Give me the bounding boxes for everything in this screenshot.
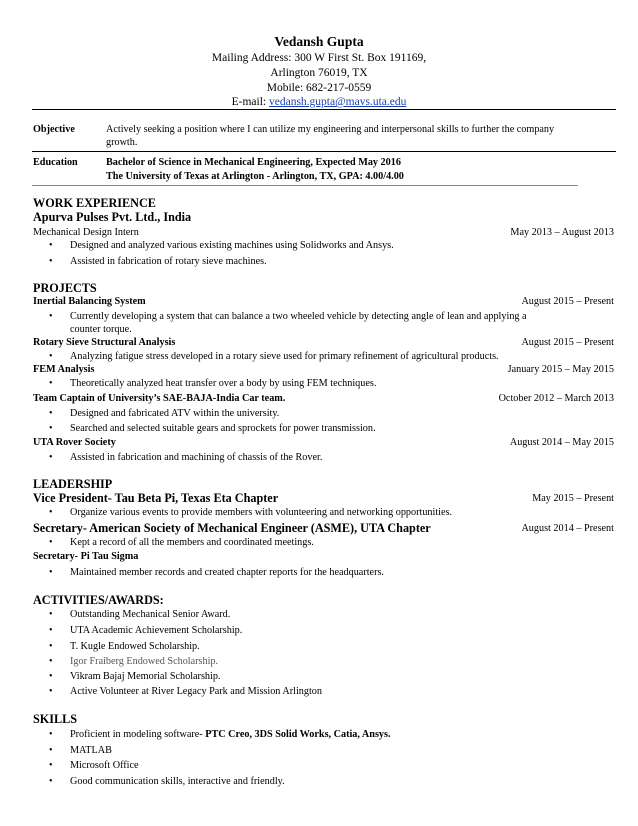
leadership-dates: May 2015 – Present xyxy=(532,493,614,504)
objective-text-line1: Actively seeking a position where I can utilize my engineering and interpersonal skills to further the company xyxy=(106,124,555,135)
project-bullet-continued: counter torque. xyxy=(70,324,132,335)
skills-heading: SKILLS xyxy=(33,712,78,726)
list-bullet: • xyxy=(49,408,53,419)
list-bullet: • xyxy=(49,378,53,389)
activities-heading: ACTIVITIES/AWARDS: xyxy=(33,593,164,607)
work-bullet: Assisted in fabrication of rotary sieve machines. xyxy=(70,256,267,267)
leadership-bullet: Organize various events to provide members with volunteering and networking opportunities. xyxy=(70,507,453,518)
list-bullet: • xyxy=(49,625,53,636)
list-bullet: • xyxy=(49,567,53,578)
skill-modeling xyxy=(70,729,391,741)
skill-item: Good communication skills, interactive and friendly. xyxy=(70,776,285,787)
list-bullet: • xyxy=(49,760,53,771)
list-bullet: • xyxy=(49,776,53,787)
project-bullet: Assisted in fabrication and machining of chassis of the Rover. xyxy=(70,452,323,463)
project-bullet: Theoretically analyzed heat transfer over a body by using FEM techniques. xyxy=(70,378,377,389)
projects-heading: PROJECTS xyxy=(33,281,97,295)
project-title: Inertial Balancing System xyxy=(33,296,146,307)
skill-modeling-tools: PTC Creo, 3DS Solid Works, Catia, Ansys. xyxy=(205,729,391,740)
work-bullet: Designed and analyzed various existing machines using Solidworks and Ansys. xyxy=(70,240,394,251)
list-bullet: • xyxy=(49,507,53,518)
project-title: Team Captain of University’s SAE-BAJA-India Car team. xyxy=(33,393,286,404)
objective-text-line2: growth. xyxy=(106,137,138,148)
project-bullet: Designed and fabricated ATV within the university. xyxy=(70,408,280,419)
skill-item: MATLAB xyxy=(70,745,112,756)
activity-item: Outstanding Mechanical Senior Award. xyxy=(70,609,231,620)
list-bullet: • xyxy=(49,351,53,362)
education-degree: Bachelor of Science in Mechanical Engineering, Expected May 2016 xyxy=(106,157,401,168)
project-bullet: Searched and selected suitable gears and sprockets for power transmission. xyxy=(70,423,376,434)
project-bullet: Analyzing fatigue stress developed in a rotary sieve used for primary refinement of agricultural products. xyxy=(70,351,499,362)
education-label: Education xyxy=(33,157,78,168)
leadership-title: Vice President- Tau Beta Pi, Texas Eta Chapter xyxy=(33,491,279,505)
work-heading: WORK EXPERIENCE xyxy=(33,196,156,210)
list-bullet: • xyxy=(49,311,53,322)
list-bullet: • xyxy=(49,256,53,267)
list-bullet: • xyxy=(49,656,53,667)
skill-item: Microsoft Office xyxy=(70,760,139,771)
education-divider xyxy=(32,185,578,186)
work-role: Mechanical Design Intern xyxy=(33,227,139,238)
project-title: FEM Analysis xyxy=(33,364,95,375)
work-dates: May 2013 – August 2013 xyxy=(510,227,614,238)
list-bullet: • xyxy=(49,686,53,697)
header-divider xyxy=(32,109,616,110)
project-dates: October 2012 – March 2013 xyxy=(498,393,614,404)
work-company: Apurva Pulses Pvt. Ltd., India xyxy=(33,210,192,224)
list-bullet: • xyxy=(49,240,53,251)
address-line-2: Arlington 76019, TX xyxy=(270,67,368,79)
education-school: The University of Texas at Arlington - Arlington, TX, GPA: 4.00/4.00 xyxy=(106,171,404,182)
leadership-heading: LEADERSHIP xyxy=(33,477,113,491)
mobile-number: Mobile: 682-217-0559 xyxy=(266,82,372,94)
project-title: Rotary Sieve Structural Analysis xyxy=(33,337,176,348)
leadership-title: Secretary- American Society of Mechanical Engineer (ASME), UTA Chapter xyxy=(33,521,431,535)
activity-item: T. Kugle Endowed Scholarship. xyxy=(70,641,200,652)
project-dates: August 2015 – Present xyxy=(521,296,614,307)
skill-modeling-prefix: Proficient in modeling software- xyxy=(70,729,206,740)
list-bullet: • xyxy=(49,423,53,434)
list-bullet: • xyxy=(49,671,53,682)
list-bullet: • xyxy=(49,452,53,463)
email-label: E-mail: xyxy=(231,96,269,108)
project-dates: August 2015 – Present xyxy=(521,337,614,348)
leadership-title: Secretary- Pi Tau Sigma xyxy=(33,551,139,562)
project-dates: August 2014 – May 2015 xyxy=(509,437,614,448)
leadership-bullet: Kept a record of all the members and coordinated meetings. xyxy=(70,537,314,548)
list-bullet: • xyxy=(49,609,53,620)
activity-item: Igor Fraiberg Endowed Scholarship. xyxy=(70,656,219,667)
leadership-bullet: Maintained member records and created chapter reports for the headquarters. xyxy=(70,567,384,578)
activity-item: Vikram Bajaj Memorial Scholarship. xyxy=(70,671,221,682)
address-line-1: Mailing Address: 300 W First St. Box 191169, xyxy=(211,52,427,64)
project-title: UTA Rover Society xyxy=(33,437,116,448)
project-bullet: Currently developing a system that can balance a two wheeled vehicle by detecting angle of lean and applying a xyxy=(70,311,527,322)
objective-label: Objective xyxy=(33,124,75,135)
activity-item: Active Volunteer at River Legacy Park and Mission Arlington xyxy=(70,686,322,697)
project-dates: January 2015 – May 2015 xyxy=(507,364,614,375)
list-bullet: • xyxy=(49,537,53,548)
leadership-dates: August 2014 – Present xyxy=(521,523,614,534)
email-link[interactable]: vedansh.gupta@mavs.uta.edu xyxy=(268,96,407,108)
list-bullet: • xyxy=(49,745,53,756)
list-bullet: • xyxy=(49,729,53,740)
list-bullet: • xyxy=(49,641,53,652)
activity-item: UTA Academic Achievement Scholarship. xyxy=(70,625,243,636)
objective-divider xyxy=(32,151,616,152)
candidate-name: Vedansh Gupta xyxy=(274,34,364,49)
email-line xyxy=(0,95,638,109)
